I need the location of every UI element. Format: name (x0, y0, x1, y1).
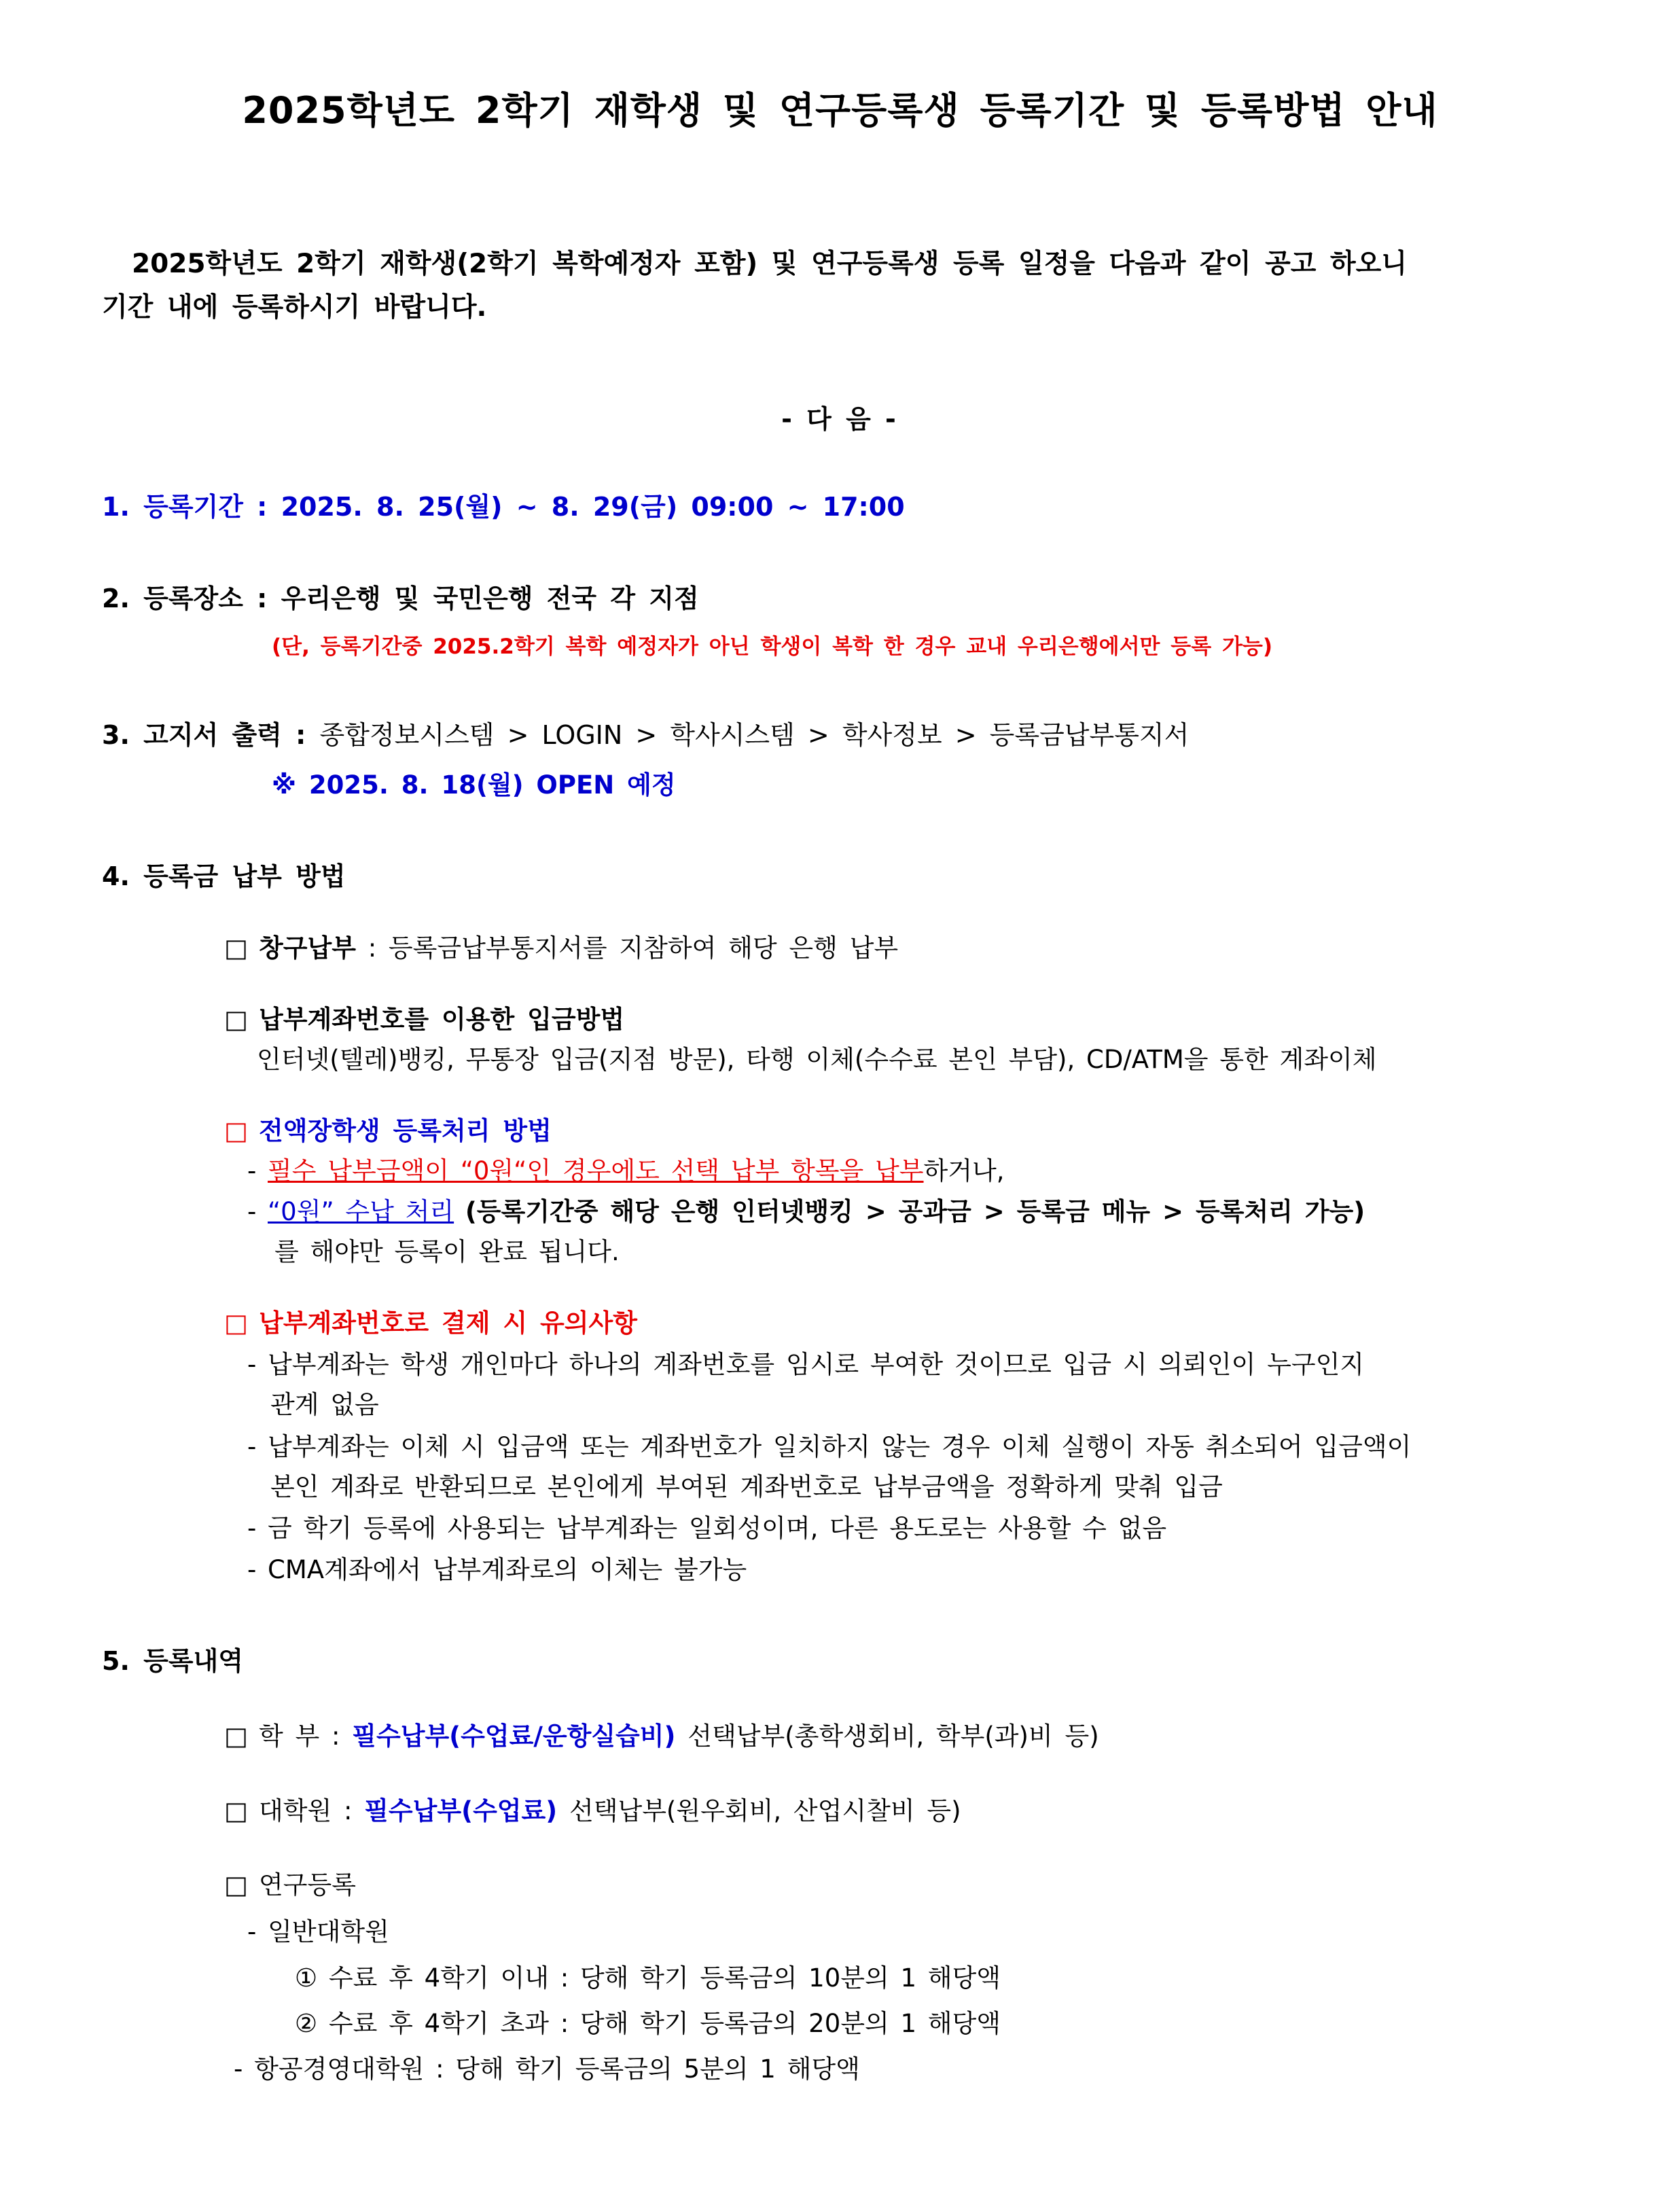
graduate-required: 필수납부(수업료) (364, 1796, 558, 1825)
caution-item-line2: 관계 없음 (270, 1390, 379, 1420)
section-4-label: 4. 등록금 납부 방법 (102, 861, 346, 891)
intro-line-2: 기간 내에 등록하시기 바랍니다. (102, 292, 487, 323)
caution-item: - CMA계좌에서 납부계좌로의 이체는 불가능 (247, 1555, 747, 1585)
research-general-grad-school: - 일반대학원 (247, 1917, 389, 1947)
caution-item: - 금 학기 등록에 사용되는 납부계좌는 일회성이며, 다른 용도로는 사용할 수 없음 (247, 1513, 1167, 1543)
checkbox-icon: □ (224, 933, 248, 963)
payment-item-cautions-title: 납부계좌번호로 결제 시 유의사항 (258, 1308, 637, 1338)
damum-divider: - 다 음 - (781, 404, 899, 434)
registration-item-graduate (224, 1791, 1578, 1830)
full-scholarship-line-1-text: 필수 납부금액이 “0원“인 경우에도 선택 납부 항목을 납부 (268, 1156, 924, 1186)
graduate-label: 대학원 : (258, 1796, 353, 1825)
payment-item-full-scholarship-title: 전액장학생 등록처리 방법 (258, 1116, 552, 1146)
caution-item-line1: CMA계좌에서 납부계좌로의 이체는 불가능 (268, 1555, 747, 1585)
registration-item-undergrad (224, 1717, 1578, 1755)
section-bill-print (102, 715, 1578, 805)
caution-item: - 납부계좌는 이체 시 입금액 또는 계좌번호가 일치하지 않는 경우 이체 실행이 자동 취소되어 입금액이 본인 계좌로 반환되므로 본인에게 부여된 계좌번호로 납부금액을 정확하게 맞춰 입금 (247, 1427, 1578, 1507)
section-2-label: 2. 등록장소 : (102, 583, 268, 613)
section-registration-period (102, 487, 1578, 527)
caution-item-line1: 납부계좌는 이체 시 입금액 또는 계좌번호가 일치하지 않는 경우 이체 실행이 자동 취소되어 입금액이 (268, 1431, 1412, 1461)
section-5-label: 5. 등록내역 (102, 1646, 243, 1677)
payment-item-cautions (224, 1303, 1578, 1590)
research-option-2: ② 수료 후 4학기 초과 : 당해 학기 등록금의 20분의 1 해당액 (295, 2008, 1001, 2038)
payment-item-full-scholarship (224, 1111, 1578, 1272)
section-3-value: 종합정보시스템 > LOGIN > 학사시스템 > 학사정보 > 등록금납부통지서 (319, 719, 1190, 750)
checkbox-icon: □ (224, 1308, 248, 1338)
caution-item-line1: 납부계좌는 학생 개인마다 하나의 계좌번호를 임시로 부여한 것이므로 입금 시 의뢰인이 누구인지 (268, 1350, 1365, 1380)
full-scholarship-line-1: - 필수 납부금액이 “0원“인 경우에도 선택 납부 항목을 납부하거나, (247, 1156, 1005, 1186)
research-option-1: ① 수료 후 4학기 이내 : 당해 학기 등록금의 10분의 1 해당액 (295, 1963, 1001, 1993)
section-2-value: 우리은행 및 국민은행 전국 각 지점 (281, 583, 699, 613)
section-payment-methods (102, 857, 1578, 1590)
full-scholarship-line-3: 를 해야만 등록이 완료 됩니다. (274, 1236, 620, 1266)
undergrad-optional: 선택납부(총학생회비, 학부(과)비 등) (675, 1722, 1099, 1751)
section-registration-place (102, 579, 1578, 664)
checkbox-icon: □ (224, 1722, 248, 1751)
checkbox-icon: □ (224, 1004, 248, 1034)
full-scholarship-zero-won: “0원” 수납 처리 (268, 1196, 454, 1226)
caution-item-line1: 금 학기 등록에 사용되는 납부계좌는 일회성이며, 다른 용도로는 사용할 수 없음 (268, 1513, 1167, 1543)
payment-item-virtual-account-title: 납부계좌번호를 이용한 입금방법 (258, 1004, 625, 1034)
payment-item-counter-title: 창구납부 (258, 933, 356, 963)
payment-item-virtual-account (224, 999, 1578, 1080)
section-3-note: ※ 2025. 8. 18(월) OPEN 예정 (272, 770, 676, 800)
cautions-list (247, 1344, 1578, 1590)
caution-item: - 납부계좌는 학생 개인마다 하나의 계좌번호를 임시로 부여한 것이므로 입금 시 의뢰인이 누구인지 관계 없음 (247, 1344, 1578, 1425)
checkbox-icon: □ (224, 1116, 248, 1146)
payment-item-virtual-account-desc: 인터넷(텔레)뱅킹, 무통장 입금(지점 방문), 타행 이체(수수료 본인 부담), CD/ATM을 통한 계좌이체 (257, 1045, 1377, 1075)
caution-item-line2: 본인 계좌로 반환되므로 본인에게 부여된 계좌번호로 납부금액을 정확하게 맞춰 입금 (270, 1472, 1223, 1501)
section-registration-details (102, 1641, 1578, 2088)
research-aviation-grad-school: - 항공경영대학원 : 당해 학기 등록금의 5분의 1 해당액 (234, 2054, 860, 2084)
undergrad-required: 필수납부(수업료/운항실습비) (352, 1722, 676, 1751)
full-scholarship-line-2: - “0원” 수납 처리 (등록기간중 해당 은행 인터넷뱅킹 > 공과금 > 등록금 메뉴 > 등록처리 가능) (247, 1196, 1365, 1226)
full-scholarship-path: (등록기간중 해당 은행 인터넷뱅킹 > 공과금 > 등록금 메뉴 > 등록처리 가능) (465, 1196, 1365, 1226)
payment-item-counter-desc: : 등록금납부통지서를 지참하여 해당 은행 납부 (355, 933, 899, 963)
research-label: 연구등록 (258, 1870, 356, 1900)
section-3-label: 3. 고지서 출력 : (102, 719, 306, 750)
checkbox-icon: □ (224, 1870, 248, 1900)
full-scholarship-line-1-tail: 하거나, (923, 1156, 1005, 1186)
graduate-optional: 선택납부(원우회비, 산업시찰비 등) (557, 1796, 961, 1825)
intro-paragraph (102, 243, 1578, 330)
intro-line-1: 2025학년도 2학기 재학생(2학기 복학예정자 포함) 및 연구등록생 등록 일정을 다음과 같이 공고 하오니 (132, 249, 1408, 279)
undergrad-label: 학 부 : (258, 1722, 340, 1751)
section-1-label: 1. 등록기간 : (102, 491, 268, 522)
section-2-note: (단, 등록기간중 2025.2학기 복학 예정자가 아닌 학생이 복학 한 경우 교내 우리은행에서만 등록 가능) (272, 635, 1273, 660)
page-title: 2025학년도 2학기 재학생 및 연구등록생 등록기간 및 등록방법 안내 (242, 89, 1438, 132)
checkbox-icon: □ (224, 1796, 248, 1825)
section-1-value: 2025. 8. 25(월) ~ 8. 29(금) 09:00 ~ 17:00 (281, 491, 905, 522)
payment-item-counter (224, 928, 1578, 968)
registration-item-research (224, 1866, 1578, 2089)
